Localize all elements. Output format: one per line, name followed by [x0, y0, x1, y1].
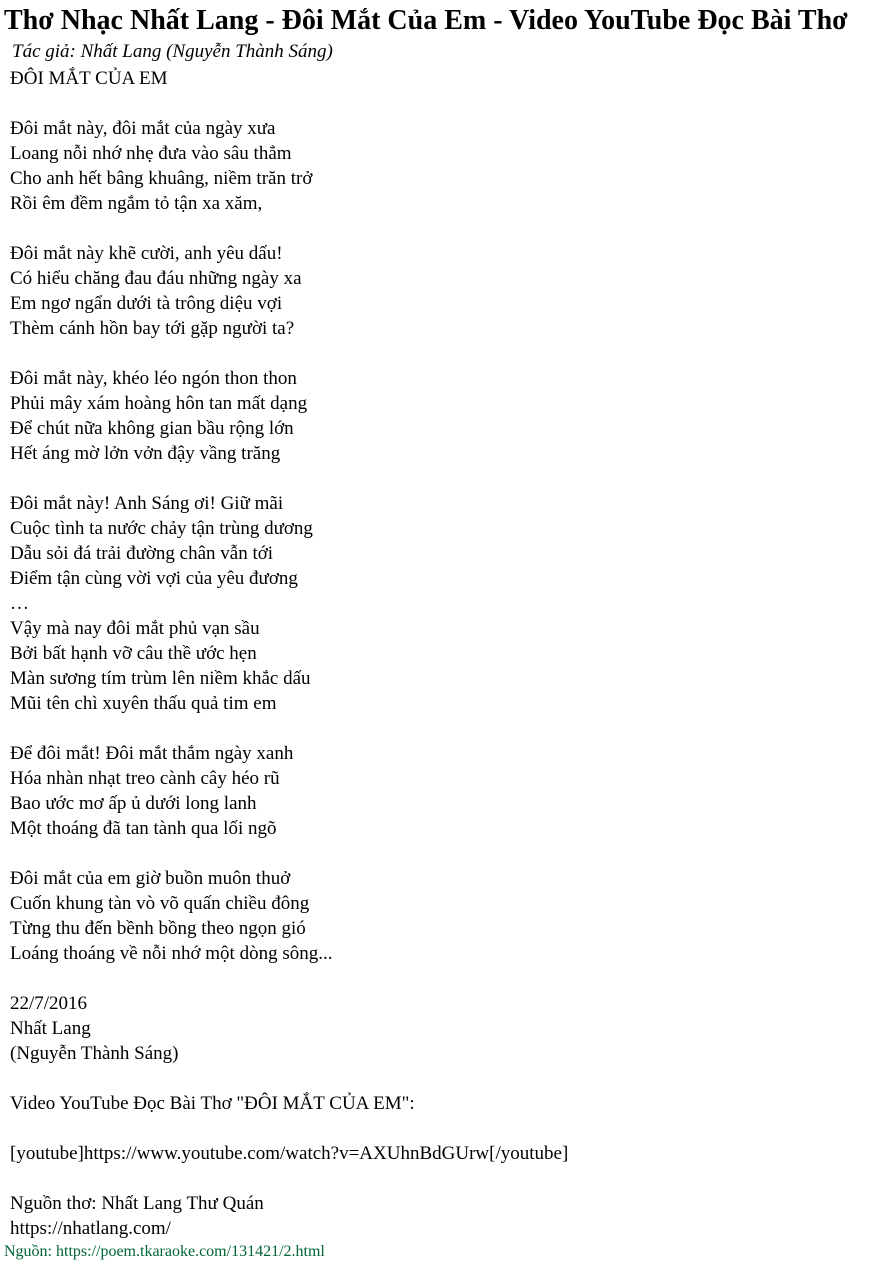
poem-line: Từng thu đến bềnh bồng theo ngọn gió	[10, 918, 306, 939]
poem-line: Thèm cánh hồn bay tới gặp người ta?	[10, 318, 295, 339]
poem-line: Bởi bất hạnh vỡ câu thề ước hẹn	[10, 643, 257, 664]
poem-line: Loang nỗi nhớ nhẹ đưa vào sâu thẳm	[10, 143, 292, 164]
poem-line	[10, 91, 883, 116]
poem-line: Mũi tên chì xuyên thấu quả tim em	[10, 693, 277, 714]
poem-line: Đôi mắt này, khéo léo ngón thon thon	[10, 368, 297, 389]
poem-line: Vậy mà nay đôi mắt phủ vạn sầu	[10, 618, 260, 639]
poem-line: [youtube]https://www.youtube.com/watch?v=AXUhnBdGUrw[/youtube]	[10, 1143, 569, 1164]
poem-line: Loáng thoáng về nỗi nhớ một dòng sông...	[10, 943, 333, 964]
author-line: Tác giả: Nhất Lang (Nguyễn Thành Sáng)	[12, 41, 333, 62]
poem-line	[10, 966, 883, 991]
poem-line: Đôi mắt của em giờ buồn muôn thuở	[10, 868, 291, 889]
poem-line: Đôi mắt này, đôi mắt của ngày xưa	[10, 118, 276, 139]
poem-line: Cuộc tình ta nước chảy tận trùng dương	[10, 518, 313, 539]
poem-line: Em ngơ ngẩn dưới tà trông diệu vợi	[10, 293, 283, 314]
poem-line: Dẫu sỏi đá trải đường chân vẫn tới	[10, 543, 274, 564]
poem-line: Hết áng mờ lởn vởn đậy vầng trăng	[10, 443, 281, 464]
poem-line: Một thoáng đã tan tành qua lối ngõ	[10, 818, 277, 839]
poem-line	[10, 216, 883, 241]
poem-line	[10, 341, 883, 366]
poem-line: Nhất Lang	[10, 1018, 91, 1039]
poem-content	[0, 66, 883, 1241]
poem-line: Để chút nữa không gian bầu rộng lớn	[10, 418, 294, 439]
poem-line: …	[10, 593, 29, 614]
poem-line: ĐÔI MẮT CỦA EM	[10, 68, 168, 89]
poem-line: Cuốn khung tàn vò võ quấn chiều đông	[10, 893, 310, 914]
poem-line: (Nguyễn Thành Sáng)	[10, 1043, 179, 1064]
poem-line: Hóa nhàn nhạt treo cành cây héo rũ	[10, 768, 280, 789]
poem-line: Đôi mắt này khẽ cười, anh yêu dấu!	[10, 243, 283, 264]
poem-line	[10, 841, 883, 866]
poem-line	[10, 1166, 883, 1191]
poem-line	[10, 466, 883, 491]
poem-line: Cho anh hết bâng khuâng, niềm trăn trở	[10, 168, 313, 189]
poem-line: Phủi mây xám hoàng hôn tan mất dạng	[10, 393, 308, 414]
poem-line	[10, 1066, 883, 1091]
poem-line: https://nhatlang.com/	[10, 1218, 171, 1239]
poem-line: 22/7/2016	[10, 993, 88, 1014]
poem-line: Để đôi mắt! Đôi mắt thắm ngày xanh	[10, 743, 294, 764]
poem-line: Video YouTube Đọc Bài Thơ "ĐÔI MẮT CỦA EM":	[10, 1093, 415, 1114]
source-line: Nguồn: https://poem.tkaraoke.com/131421/2.html	[4, 1243, 325, 1260]
poem-line: Màn sương tím trùm lên niềm khắc dấu	[10, 668, 311, 689]
poem-line: Có hiểu chăng đau đáu những ngày xa	[10, 268, 302, 289]
poem-line: Rồi êm đềm ngắm tỏ tận xa xăm,	[10, 193, 263, 214]
poem-line: Bao ước mơ ấp ủ dưới long lanh	[10, 793, 257, 814]
poem-line	[10, 716, 883, 741]
poem-line: Đôi mắt này! Anh Sáng ơi! Giữ mãi	[10, 493, 284, 514]
poem-line: Điểm tận cùng vời vợi của yêu đương	[10, 568, 298, 589]
poem-line	[10, 1116, 883, 1141]
page-title: Thơ Nhạc Nhất Lang - Đôi Mắt Của Em - Video YouTube Đọc Bài Thơ	[4, 5, 848, 36]
poem-line: Nguồn thơ: Nhất Lang Thư Quán	[10, 1193, 264, 1214]
